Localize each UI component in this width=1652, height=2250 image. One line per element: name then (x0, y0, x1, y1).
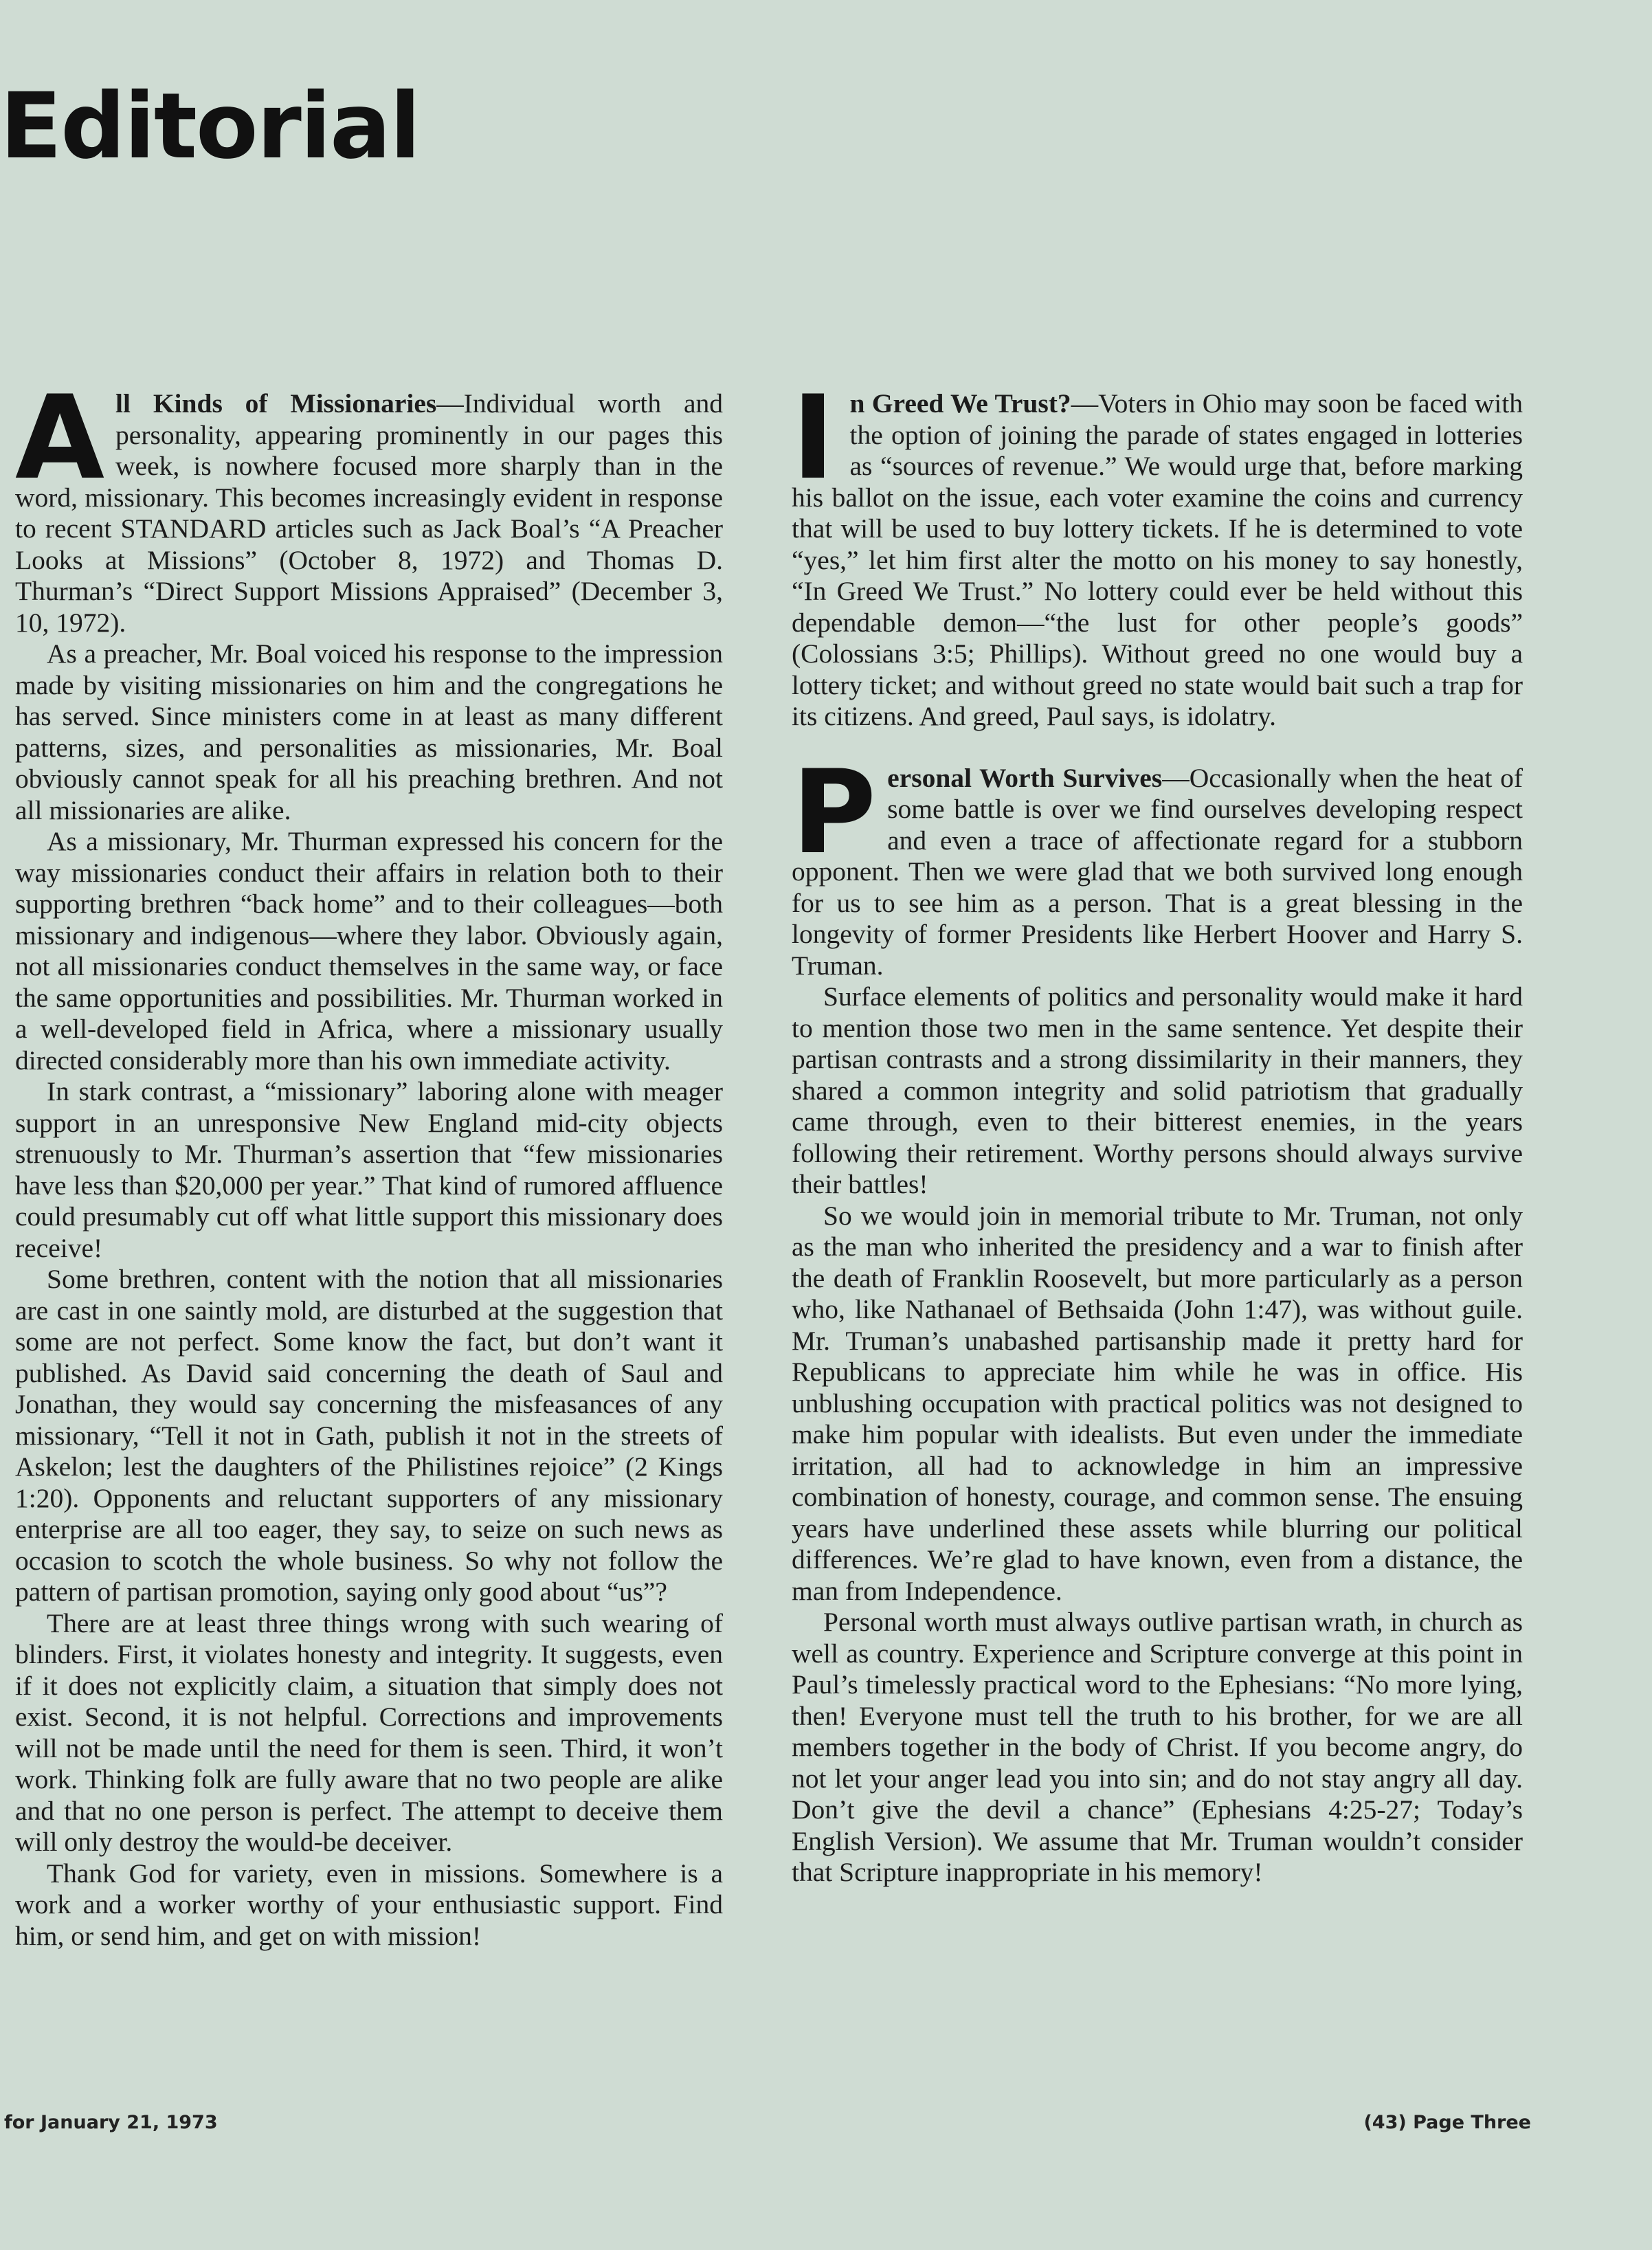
article-paragraph: There are at least three things wrong with such wearing of blinders. First, it violates honesty and integrity. It suggests, even if it does not explicitly claim, a situation that simply does not exist. Second, it is not helpful. Corrections and improvements will not be made until the need for them is seen. Third, it won’t work. Thinking folk are fully aware that no two people are alike and that no one person is perfect. The attempt to deceive them will only destroy the would-be deceiver. (15, 1607, 723, 1857)
article-kicker: ll Kinds of Missionaries (115, 388, 437, 419)
footer-date: for January 21, 1973 (4, 2112, 218, 2133)
article-paragraph: Some brethren, content with the notion that all missionaries are cast in one saintly mold, are disturbed at the suggestion that some are not perfect. Some know the fact, but don’t want it published. As David said concerning the death of Saul and Jonathan, they would say concerning the misfeasances of any missionary, “Tell it not in Gath, publish it not in the streets of Askelon; lest the daughters of the Philistines rejoice” (2 Kings 1:20). Opponents and reluctant supporters of any missionary enterprise are all too eager, they say, to seize on such news as occasion to scotch the whole business. So why not follow the pattern of partisan promotion, saying only good about “us”? (15, 1264, 723, 1607)
article-kicker: n Greed We Trust? (849, 388, 1071, 419)
article-lead-text: —Voters in Ohio may soon be faced with the option of joining the parade of states engaged in lotteries as “sources of revenue.” We would urge that, before marking his ballot on the issue, each voter examine the coins and currency that will be used to buy lottery tickets. If he is determined to vote “yes,” let him first alter the motto on his money to say honestly, “In Greed We Trust.” No lottery could ever be held without this dependable demon—“the lust for other people’s goods” (Colossians 3:5; Phillips). Without greed no one would buy a lottery ticket; and without greed no state would bait such a trap for its citizens. And greed, Paul says, is idolatry. (792, 388, 1523, 731)
article-lead-paragraph (792, 744, 1523, 982)
footer-page-number: (43) Page Three (1363, 2112, 1531, 2133)
article-greed (792, 370, 1523, 733)
article-paragraph: In stark contrast, a “missionary” laboring alone with meager support in an unresponsive New England mid-city objects strenuously to Mr. Thurman’s assertion that “few missionaries have less than $20,000 per year.” That kind of rumored affluence could presumably cut off what little support this missionary does receive! (15, 1076, 723, 1263)
drop-cap: A (15, 370, 105, 505)
article-lead-paragraph (15, 370, 723, 638)
left-column (15, 370, 723, 1982)
article-lead-text: —Occasionally when the heat of some battle is over we find ourselves developing respect and even a trace of affectionate regard for a stubborn opponent. Then we were glad that we both survived long enough for us to see him as a person. That is a great blessing in the longevity of former Presidents like Herbert Hoover and Harry S. Truman. (792, 762, 1523, 981)
article-paragraph: Thank God for variety, even in missions. Somewhere is a work and a worker worthy of your enthusiastic support. Find him, or send him, and get on with mission! (15, 1858, 723, 1951)
article-lead-text: —Individual worth and personality, appearing prominently in our pages this week, is nowhere focused more sharply than in the word, missionary. This becomes increasingly evident in response to recent STANDARD articles such as Jack Boal’s “A Preacher Looks at Missions” (October 8, 1972) and Thomas D. Thurman’s “Direct Support Missions Appraised” (December 3, 10, 1972). (15, 388, 723, 638)
drop-cap: I (792, 370, 835, 505)
page-title: Editorial (0, 74, 420, 179)
article-paragraph: So we would join in memorial tribute to Mr. Truman, not only as the man who inherited the presidency and a war to finish after the death of Franklin Roosevelt, but more particularly as a person who, like Nathanael of Bethsaida (John 1:47), was without guile. Mr. Truman’s unabashed partisanship made it pretty hard for Republicans to appreciate him while he was in office. His unblushing occupation with practical politics was not designed to make him popular with idealists. But even under the immediate irritation, all had to acknowledge in him an impressive combination of honesty, courage, and common sense. The ensuing years have underlined these assets while blurring our political differences. We’re glad to have known, even from a distance, the man from Independence. (792, 1200, 1523, 1606)
article-missionaries (15, 370, 723, 1952)
right-column (792, 370, 1523, 1919)
article-paragraph: As a preacher, Mr. Boal voiced his response to the impression made by visiting missionaries on him and the congregations he has served. Since ministers come in at least as many different patterns, sizes, and personalities as missionaries, Mr. Boal obviously cannot speak for all his preaching brethren. And not all missionaries are alike. (15, 638, 723, 825)
drop-cap: P (792, 744, 877, 880)
article-kicker: ersonal Worth Survives (887, 762, 1163, 793)
article-lead-paragraph (792, 370, 1523, 733)
article-personal-worth (792, 744, 1523, 1889)
article-paragraph: Personal worth must always outlive partisan wrath, in church as well as country. Experience and Scripture converge at this point in Paul’s timelessly practical word to the Ephesians: “No more lying, then! Everyone must tell the truth to his brother, for we are all members together in the body of Christ. If you become angry, do not let your anger lead you into sin; and do not stay angry all day. Don’t give the devil a chance” (Ephesians 4:25-27; Today’s English Version). We assume that Mr. Truman wouldn’t consider that Scripture inappropriate in his memory! (792, 1607, 1523, 1887)
article-paragraph: As a missionary, Mr. Thurman expressed his concern for the way missionaries conduct their affairs in relation both to their supporting brethren “back home” and to their colleagues—both missionary and indigenous—where they labor. Obviously again, not all missionaries conduct themselves in the same way, or face the same opportunities and possibilities. Mr. Thurman worked in a well-developed field in Africa, where a missionary usually directed considerably more than his own immediate activity. (15, 826, 723, 1076)
article-paragraph: Surface elements of politics and personality would make it hard to mention those two men in the same sentence. Yet despite their partisan contrasts and a strong dissimilarity in their manners, they shared a common integrity and solid patriotism that gradually came through, even to their bitterest enemies, in the years following their retirement. Worthy persons should always survive their battles! (792, 981, 1523, 1199)
